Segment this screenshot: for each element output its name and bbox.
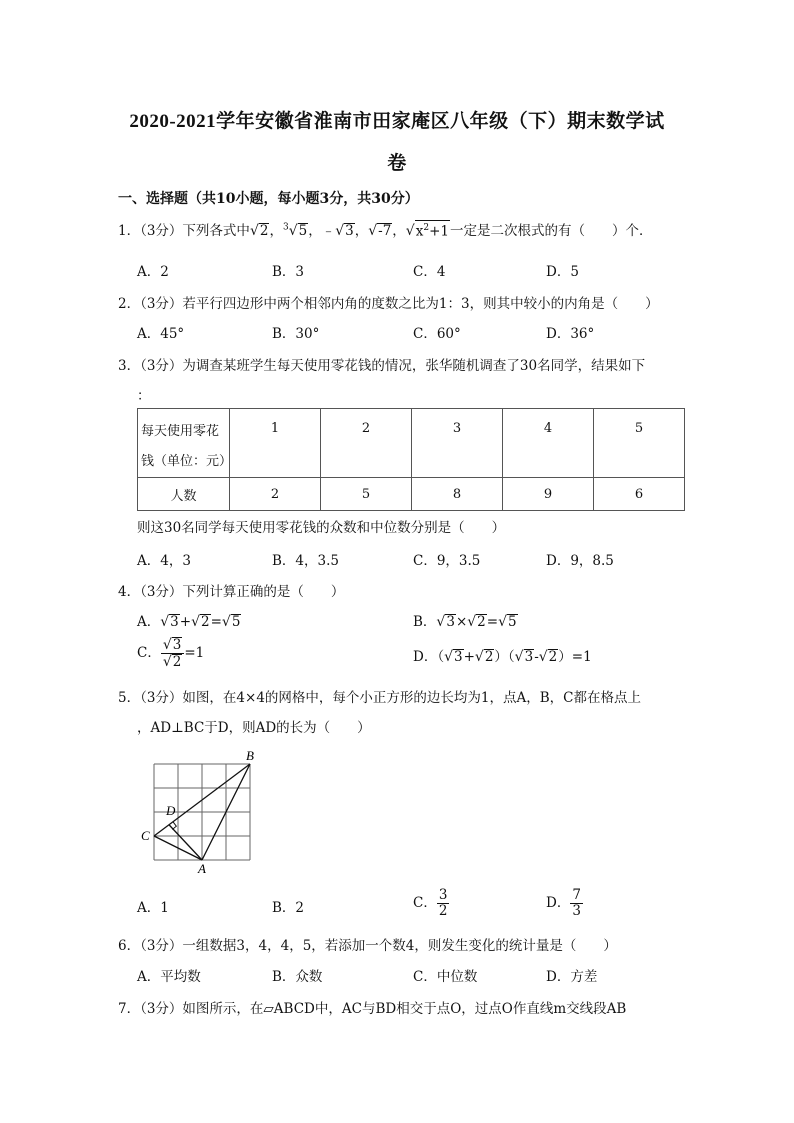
q6-option-b: B．众数	[272, 969, 323, 985]
q1-expr-sqrt2: 2	[259, 223, 269, 239]
question-4: 4．（3分）下列计算正确的是（ ）	[118, 584, 345, 600]
q2-option-a: A．45°	[137, 326, 185, 342]
q1-prefix: 1．（3分）下列各式中	[118, 223, 250, 239]
table-cell: 2	[230, 478, 321, 511]
q1-minus-sign: ﹣	[321, 223, 336, 239]
q1-option-d: D．5	[546, 264, 579, 280]
q1-expr-sqrt3: 3	[345, 223, 354, 239]
q1-option-c: C．4	[413, 264, 446, 280]
question-3-cont: ：	[137, 388, 151, 404]
q4-option-a: A．√3+√2=√5	[137, 614, 241, 630]
label-c: C	[141, 828, 150, 843]
q5-option-b: B．2	[272, 900, 305, 916]
q4-option-b: B．√3×√2=√5	[413, 614, 517, 630]
question-5-cont: ，AD⊥BC于D，则AD的长为（ ）	[137, 720, 371, 736]
q4-option-d: D．（√3+√2）（√3-√2）=1	[413, 649, 592, 665]
q1-option-a: A．2	[137, 264, 169, 280]
q5-option-d: D． $\frac{7}{3}$	[546, 887, 581, 919]
q2-option-c: C．60°	[413, 326, 461, 342]
question-7: 7．（3分）如图所示，在▱ABCD中，AC与BD相交于点O，过点O作直线m交线段AB	[118, 1001, 627, 1017]
question-1: 1．（3分）下列各式中√2，$^3$√5，﹣√3，√-7，$√x^2+1$一定是二次根式的有（ ）个．	[118, 219, 652, 239]
question-3: 3．（3分）为调查某班学生每天使用零花钱的情况，张华随机调查了30名同学，结果如下	[118, 358, 646, 374]
question-2: 2．（3分）若平行四边形中两个相邻内角的度数之比为1：3，则其中较小的内角是（ ）	[118, 296, 659, 312]
table-cell: 2	[321, 409, 412, 478]
q3-option-d: D．9，8.5	[546, 553, 614, 569]
table-cell: 1	[230, 409, 321, 478]
q1-option-b: B．3	[272, 264, 305, 280]
q4-fraction: $\frac{√3}{√2}$	[161, 637, 185, 670]
table-header-label: 每天使用零花 钱（单位：元）	[138, 409, 230, 478]
q1-expr-cbrt5: 5	[298, 223, 308, 239]
question-3-prompt: 则这30名同学每天使用零花钱的众数和中位数分别是（ ）	[137, 520, 506, 536]
q4-option-c: C． $\frac{√3}{√2}$ =1	[137, 637, 205, 670]
spending-table	[137, 408, 685, 511]
q1-suffix: 一定是二次根式的有（ ）个．	[449, 223, 653, 239]
q2-option-b: B．30°	[272, 326, 320, 342]
table-cell: 9	[503, 478, 594, 511]
table-cell: 5	[321, 478, 412, 511]
label-a: A	[198, 861, 206, 876]
q6-option-c: C．中位数	[413, 969, 478, 985]
q5-option-a: A．1	[137, 900, 169, 916]
table-cell: 3	[412, 409, 503, 478]
q6-option-a: A．平均数	[137, 969, 201, 985]
q3-option-c: C．9，3.5	[413, 553, 481, 569]
table-cell: 6	[594, 478, 685, 511]
table-cell: 4	[503, 409, 594, 478]
label-d: D	[166, 803, 176, 818]
q3-option-b: B．4，3.5	[272, 553, 339, 569]
grid-figure	[140, 748, 270, 876]
label-b: B	[246, 748, 254, 763]
q1-cube-index: 3	[282, 222, 289, 233]
page-title-line1: 2020-2021学年安徽省淮南市田家庵区八年级（下）期末数学试	[129, 111, 665, 132]
page-title-line2: 卷	[387, 153, 407, 174]
q6-option-d: D．方差	[546, 969, 598, 985]
q3-option-a: A．4，3	[137, 553, 191, 569]
q1-expr-sqrt-neg7: -7	[378, 223, 392, 239]
q2-option-d: D．36°	[546, 326, 595, 342]
table-cell: 8	[412, 478, 503, 511]
q1-expr-sqrt-x2plus1: $x^2+1$	[415, 220, 450, 240]
table-row-label: 人数	[138, 478, 230, 511]
q5-option-c: C． $\frac{3}{2}$	[413, 887, 448, 919]
question-5: 5．（3分）如图，在4×4的网格中，每个小正方形的边长均为1，点A，B，C都在格点上	[118, 690, 642, 706]
question-6: 6．（3分）一组数据3，4，4，5，若添加一个数4，则发生变化的统计量是（ ）	[118, 938, 617, 954]
section-heading: 一、选择题（共10小题，每小题3分，共30分）	[118, 191, 419, 207]
table-cell: 5	[594, 409, 685, 478]
